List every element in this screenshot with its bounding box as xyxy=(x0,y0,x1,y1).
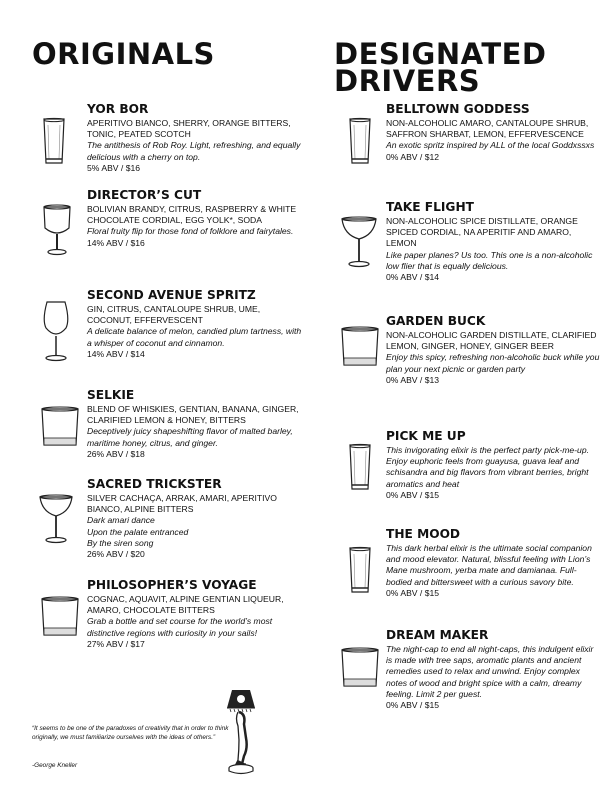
menu-item xyxy=(386,527,601,599)
item-ingredients: COGNAC, AQUAVIT, ALPINE GENTIAN LIQUEUR, AMARO, CHOCOLATE BITTERS xyxy=(87,594,284,616)
item-name: THE MOOD xyxy=(386,527,461,541)
drivers-heading-line2: DRIVERS xyxy=(334,64,481,98)
item-name: SECOND AVENUE SPRITZ xyxy=(87,288,256,302)
rocks-glass-icon xyxy=(40,596,80,638)
item-ingredients: NON-ALCOHOLIC GARDEN DISTILLATE, CLARIFIED LEMON, GINGER, HONEY, GINGER BEER xyxy=(386,330,597,352)
menu-item xyxy=(87,477,302,560)
item-ingredients: BOLIVIAN BRANDY, CITRUS, RASPBERRY & WHITE CHOCOLATE CORDIAL, EGG YOLK*, SODA xyxy=(87,204,297,226)
wine-glass-icon xyxy=(42,300,70,362)
item-description: A delicate balance of melon, candied plum tartness, with a whisper of coconut and cinnamon. xyxy=(87,326,302,348)
rocks-glass-icon xyxy=(40,406,80,448)
collins-glass-icon xyxy=(42,117,66,165)
rocks-glass-icon xyxy=(340,647,380,689)
item-price: 27% ABV / $17 xyxy=(87,638,145,649)
item-description: The antithesis of Rob Roy. Light, refreshing, and equally delicious with a cherry on top. xyxy=(87,140,301,162)
coupe-glass-icon xyxy=(340,216,378,268)
item-price: 0% ABV / $15 xyxy=(386,700,440,711)
coupe-glass-icon xyxy=(38,494,74,544)
item-ingredients: NON-ALCOHOLIC AMARO, CANTALOUPE SHRUB, SAFFRON SHARBAT, LEMON, EFFERVESCENCE xyxy=(386,118,589,140)
menu-item xyxy=(87,188,302,249)
item-name: DIRECTOR’S CUT xyxy=(87,188,202,202)
menu-item xyxy=(87,578,302,650)
item-ingredients: SILVER CACHAÇA, ARRAK, AMARI, APERITIVO BIANCO, ALPINE BITTERS xyxy=(87,493,277,515)
item-name: BELLTOWN GODDESS xyxy=(386,102,530,116)
item-description: This invigorating elixir is the perfect party pick-me-up. Enjoy euphoric feels from guayusa, guava leaf and schisandra and big flavors from vibrant berries, bright aromatics and heat xyxy=(386,445,589,489)
item-name: GARDEN BUCK xyxy=(386,314,486,328)
item-name: SELKIE xyxy=(87,388,135,402)
item-name: PHILOSOPHER’S VOYAGE xyxy=(87,578,257,592)
menu-item xyxy=(386,102,601,163)
item-description: Like paper planes? Us too. This one is a non-alcoholic low flier that is equally delicious. xyxy=(386,249,593,271)
originals-heading: ORIGINALS xyxy=(32,37,215,71)
menu-item xyxy=(386,628,601,711)
item-description: Grab a bottle and set course for the world’s most distinctive regions with curiosity in your sails! xyxy=(87,616,273,638)
item-price: 14% ABV / $14 xyxy=(87,348,145,359)
item-description: This dark herbal elixir is the ultimate social companion and mood elevator. Natural, blissful feeling with Lion’s Mane mushroom, yerba mate and damianaa. Full-bodied and bittersweet with a curious savory bite. xyxy=(386,543,592,587)
item-description: The night-cap to end all night-caps, this indulgent elixir is made with tree saps, aromatic plants and ancient remedies used to relax and unwind. Enjoy complex notes of wood and bright spice with a calm, dreamy feeling. Limit 2 per guest. xyxy=(386,644,594,699)
leg-lamp-icon xyxy=(224,688,258,781)
menu-item xyxy=(87,388,302,460)
goblet-glass-icon xyxy=(42,204,72,256)
menu-item xyxy=(87,102,302,174)
item-name: PICK ME UP xyxy=(386,429,466,443)
item-description: Floral fruity flip for those fond of folklore and fairytales. xyxy=(87,226,294,237)
quote-text: “It seems to be one of the paradoxes of creativity that in order to think originally, we must familiarize ourselves with the ideas of others.” xyxy=(32,725,229,741)
item-name: YOR BOR xyxy=(87,102,149,116)
item-price: 0% ABV / $15 xyxy=(386,489,440,500)
drivers-heading-line1: DESIGNATED xyxy=(334,37,547,71)
menu-item xyxy=(386,429,601,501)
item-price: 14% ABV / $16 xyxy=(87,237,145,248)
menu-item xyxy=(87,288,302,360)
collins-glass-icon xyxy=(348,117,372,165)
drivers-heading xyxy=(334,37,547,98)
item-price: 0% ABV / $12 xyxy=(386,151,440,162)
menu-item xyxy=(386,314,601,386)
item-description: Deceptively juicy shapeshifting flavor of malted barley, maritime honey, citrus, and ginger. xyxy=(87,426,293,448)
quote-author: -George Kneller xyxy=(32,762,78,769)
item-price: 26% ABV / $20 xyxy=(87,549,145,560)
item-ingredients: GIN, CITRUS, CANTALOUPE SHRUB, UME, COCONUT, EFFERVESCENT xyxy=(87,304,261,326)
collins-glass-icon xyxy=(348,546,372,594)
item-price: 5% ABV / $16 xyxy=(87,162,141,173)
item-price: 0% ABV / $15 xyxy=(386,587,440,598)
item-price: 0% ABV / $14 xyxy=(386,272,440,283)
item-ingredients: APERITIVO BIANCO, SHERRY, ORANGE BITTERS, TONIC, PEATED SCOTCH xyxy=(87,118,291,140)
item-description: Enjoy this spicy, refreshing non-alcoholic buck while you plan your next picnic or garden party xyxy=(386,352,600,374)
item-ingredients: NON-ALCOHOLIC SPICE DISTILLATE, ORANGE SPICED CORDIAL, NA APERITIF AND AMARO, LEMON xyxy=(386,216,578,249)
menu-item xyxy=(386,200,601,283)
rocks-glass-icon xyxy=(340,326,380,368)
item-price: 0% ABV / $13 xyxy=(386,374,440,385)
item-price: 26% ABV / $18 xyxy=(87,448,145,459)
item-name: DREAM MAKER xyxy=(386,628,489,642)
item-ingredients: BLEND OF WHISKIES, GENTIAN, BANANA, GINGER, CLARIFIED LEMON & HONEY, BITTERS xyxy=(87,404,299,426)
item-name: SACRED TRICKSTER xyxy=(87,477,222,491)
item-description: An exotic spritz inspired by ALL of the local Goddxssxs xyxy=(386,140,595,151)
item-description: Dark amari dance Upon the palate entranced By the siren song xyxy=(87,515,189,548)
item-name: TAKE FLIGHT xyxy=(386,200,474,214)
collins-glass-icon xyxy=(348,443,372,491)
